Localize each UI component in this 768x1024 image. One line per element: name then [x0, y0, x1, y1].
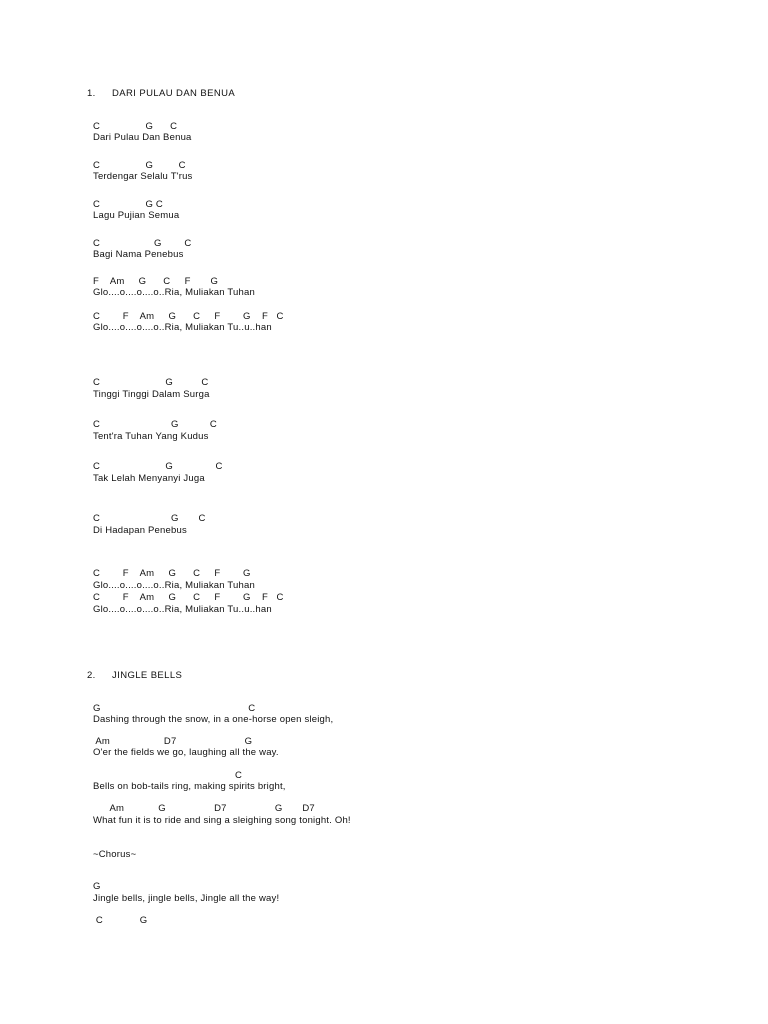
lyric-line: Glo....o....o....o..Ria, Muliakan Tuhan	[93, 580, 255, 591]
chord-line: C G C	[93, 160, 186, 171]
chord-line: F Am G C F G	[93, 276, 219, 287]
chord-line: C G C	[93, 419, 217, 430]
chord-line: C G C	[93, 461, 223, 472]
song1-title: DARI PULAU DAN BENUA	[112, 88, 236, 99]
chord-line: C G C	[93, 199, 163, 210]
lyric-line: Glo....o....o....o..Ria, Muliakan Tu..u..han	[93, 604, 272, 615]
lyric-line: What fun it is to ride and sing a sleighing song tonight. Oh!	[93, 815, 351, 826]
lyric-line: O'er the fields we go, laughing all the way.	[93, 747, 279, 758]
lyric-line: Tinggi Tinggi Dalam Surga	[93, 389, 210, 400]
song1-number: 1.	[87, 88, 96, 99]
lyric-line: Jingle bells, jingle bells, Jingle all the way!	[93, 893, 280, 904]
chord-line: C G	[93, 915, 148, 926]
chord-line: G C	[93, 703, 256, 714]
song2-number: 2.	[87, 670, 96, 681]
chord-line: C G C	[93, 121, 178, 132]
lyric-line: Tak Lelah Menyanyi Juga	[93, 473, 205, 484]
lyric-line: Terdengar Selalu T'rus	[93, 171, 193, 182]
lyric-line: Dashing through the snow, in a one-horse open sleigh,	[93, 714, 334, 725]
lyric-line: Glo....o....o....o..Ria, Muliakan Tu..u..han	[93, 322, 272, 333]
chord-line: C G C	[93, 238, 192, 249]
chord-line: G	[93, 881, 101, 892]
lyric-line: Di Hadapan Penebus	[93, 525, 187, 536]
chord-line: C F Am G C F G F C	[93, 311, 284, 322]
lyric-line: Lagu Pujian Semua	[93, 210, 180, 221]
chord-line: Am D7 G	[93, 736, 253, 747]
lyric-line: Glo....o....o....o..Ria, Muliakan Tuhan	[93, 287, 255, 298]
chord-line: Am G D7 G D7	[93, 803, 315, 814]
chord-line: C G C	[93, 377, 209, 388]
lyric-line: Dari Pulau Dan Benua	[93, 132, 192, 143]
lyric-line: Tent'ra Tuhan Yang Kudus	[93, 431, 209, 442]
lyric-line: Bagi Nama Penebus	[93, 249, 184, 260]
chord-line: C F Am G C F G	[93, 568, 251, 579]
chord-line: C F Am G C F G F C	[93, 592, 284, 603]
chord-line: C	[93, 770, 243, 781]
chord-line: C G C	[93, 513, 206, 524]
lyric-line: Bells on bob-tails ring, making spirits bright,	[93, 781, 286, 792]
song2-title: JINGLE BELLS	[112, 670, 183, 681]
chorus-label: ~Chorus~	[93, 849, 137, 860]
